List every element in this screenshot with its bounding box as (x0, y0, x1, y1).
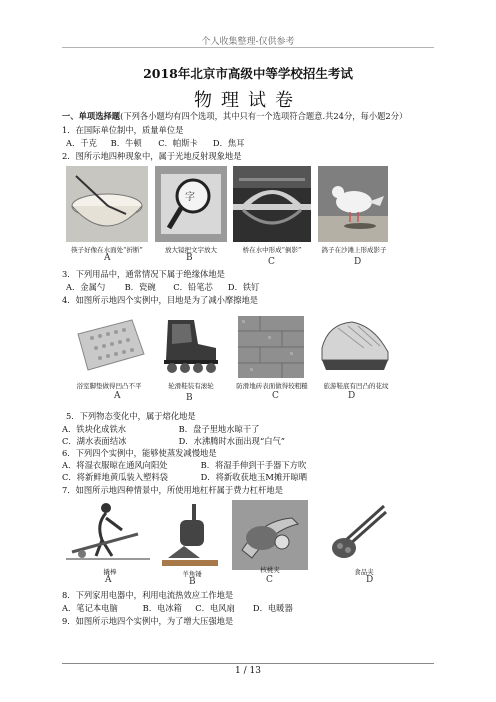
q8-options (62, 603, 293, 614)
q7-letter-b: B (189, 577, 196, 587)
q7-letter-a: A (105, 575, 112, 585)
q7-letter-d: D (366, 575, 374, 585)
q4-figure-c (238, 316, 304, 378)
q2-letter-c: C (268, 257, 275, 267)
q5-option-c: C．湖水表面结冰 (62, 436, 127, 446)
q8-option-d: D．电暖器 (252, 603, 293, 613)
q4-letter-b: B (186, 393, 193, 403)
q4-figure-d (318, 314, 392, 376)
q1-option-a: A．千克 (66, 138, 97, 148)
q5-option-b: B．盘子里地水晾干了 (178, 424, 260, 434)
q5-option-d: D．水沸腾时水面出现“白气” (178, 436, 286, 446)
q2-stem: 2．图所示地四种现象中，属于光地反射现象地是 (62, 151, 242, 161)
q4-caption-a: 浴室脚垫做得凹凸不平 (76, 382, 142, 390)
q7-caption-b: 羊角锤 (182, 570, 202, 578)
q6-option-c: C．将新鲜地黄瓜装入塑料袋 (62, 472, 168, 482)
q7-letter-c: C (266, 575, 273, 585)
section-heading (62, 111, 407, 122)
q7-caption-a: 撬棒 (103, 568, 117, 576)
exam-subtitle: 物理试卷 (194, 90, 302, 111)
q2-caption-b: 放大镜把文字放大 (165, 246, 217, 254)
q2-figure-a (66, 166, 148, 242)
section-label: 一、单项选择题 (62, 111, 121, 121)
page-header: 个人收集整理-仅供参考 (201, 37, 295, 47)
q3-options (66, 282, 259, 293)
q1-options (66, 138, 244, 149)
q4-letter-a: A (114, 391, 121, 401)
q7-figure-b (160, 500, 220, 570)
q6-row2 (62, 472, 307, 483)
q4-caption-d: 旅游鞋底有凹凸的花纹 (323, 382, 389, 390)
q5-row1 (62, 424, 259, 435)
q9-stem: 9．如图所示地四个实例中，为了增大压强地是 (62, 616, 234, 626)
q3-option-a: A．金属勺 (66, 282, 106, 292)
q4-figure-a (72, 314, 148, 376)
q2-letter-a: A (104, 253, 111, 263)
q2-caption-c: 桥在水中形成“倒影” (242, 246, 302, 254)
q5-stem: 5．下列物态变化中，属于熔化地是 (66, 411, 196, 421)
q7-stem: 7．如图所示地四种情景中，所使用地杠杆属于费力杠杆地是 (62, 485, 283, 495)
q2-figure-b (155, 166, 227, 242)
q5-row2 (62, 436, 285, 447)
page-number: 1 / 13 (235, 666, 261, 676)
q7-figure-d (328, 500, 392, 570)
q6-option-b: B．将湿手伸到干手器下方吹 (200, 460, 307, 470)
q6-option-a: A．将湿衣服晾在通风向阳处 (62, 460, 168, 470)
q7-figure-c (232, 500, 308, 570)
q8-stem: 8．下列家用电器中，利用电流热效应工作地是 (62, 590, 234, 600)
exam-title: 2018年北京市高级中等学校招生考试 (143, 66, 353, 81)
q4-caption-c: 防滑地砖表面做得较粗糙 (236, 382, 308, 390)
q2-caption-a: 筷子好像在水面处“折断” (71, 246, 143, 254)
q6-row1 (62, 460, 306, 471)
q7-figure-a (66, 500, 150, 564)
q3-stem: 3．下列用品中，通常情况下属于绝缘体地是 (62, 269, 225, 279)
q1-option-b: B．牛顿 (110, 138, 142, 148)
q1-stem: 1．在国际单位制中，质量单位是 (62, 125, 184, 135)
q5-option-a: A．铁块化成铁水 (62, 424, 127, 434)
section-desc: (下列各小题均有四个选项，其中只有一个选项符合题意.共24分，每小题2分） (120, 111, 408, 121)
q2-letter-b: B (186, 253, 193, 263)
q3-option-d: D．铁钉 (227, 282, 260, 292)
q8-option-c: C．电风扇 (195, 603, 235, 613)
q8-option-a: A．笔记本电脑 (62, 603, 118, 613)
q4-stem: 4．如图所示地四个实例中，目地是为了减小摩擦地是 (62, 295, 259, 305)
footer-divider (62, 663, 434, 664)
q4-letter-c: C (272, 391, 279, 401)
q1-option-c: C．帕斯卡 (158, 138, 198, 148)
header-divider (62, 47, 434, 48)
q4-caption-b: 轮滑鞋装有滚轮 (168, 382, 214, 390)
q2-figure-c (233, 166, 311, 242)
q7-caption-c: 核桃夹 (260, 566, 280, 574)
q8-option-b: B．电冰箱 (142, 603, 182, 613)
q4-letter-d: D (348, 391, 356, 401)
q1-option-d: D．焦耳 (212, 138, 245, 148)
q3-option-c: C．铅笔芯 (173, 282, 213, 292)
q7-caption-d: 食品夹 (354, 568, 374, 576)
q2-caption-d: 鸽子在沙滩上形成影子 (321, 246, 387, 254)
q2-letter-d: D (354, 257, 362, 267)
q2-figure-d (318, 166, 388, 242)
q3-option-b: B．瓷碗 (124, 282, 156, 292)
q6-option-d: D．将新收获地玉M摊开晾晒 (200, 472, 308, 482)
svg-text:字: 字 (185, 192, 195, 203)
q4-figure-b (158, 314, 224, 376)
q6-stem: 6．下列四个实例中，能够使蒸发减慢地是 (62, 448, 217, 458)
